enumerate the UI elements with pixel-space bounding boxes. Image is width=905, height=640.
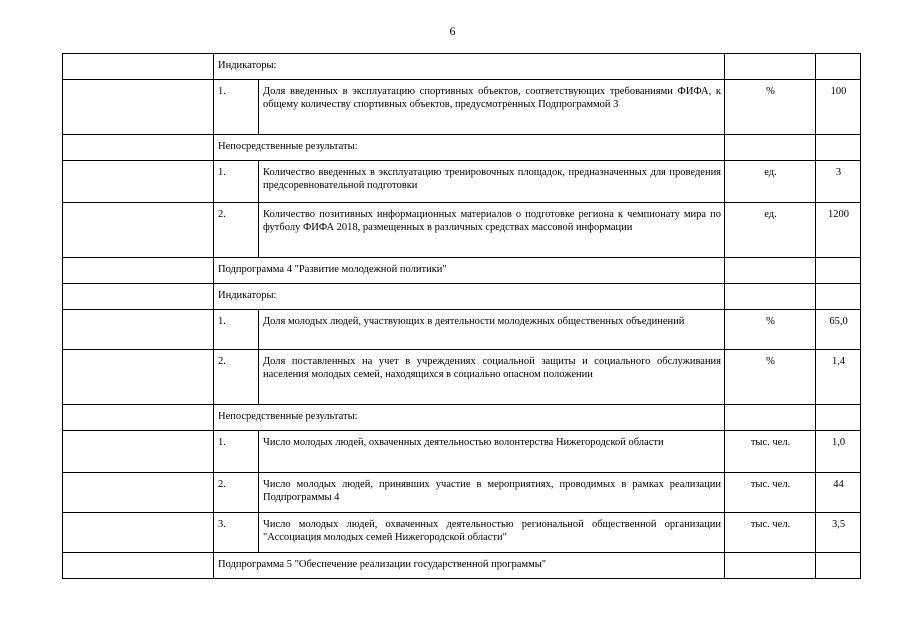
section-label: Индикаторы: <box>214 284 725 310</box>
item-value: 1,0 <box>816 431 861 473</box>
item-number: 1. <box>214 310 259 350</box>
blank-cell <box>816 258 861 284</box>
item-text: Доля поставленных на учет в учреждениях социальной защиты и социального обслуживания населения молодых семей, находящихся в социально опасном положении <box>259 350 725 405</box>
item-number: 3. <box>214 513 259 553</box>
item-number: 1. <box>214 431 259 473</box>
table-row <box>63 284 861 310</box>
blank-cell <box>816 553 861 579</box>
item-unit: тыс. чел. <box>725 513 816 553</box>
blank-cell <box>63 135 214 161</box>
blank-cell <box>816 284 861 310</box>
item-value: 1200 <box>816 203 861 258</box>
item-value: 100 <box>816 80 861 135</box>
blank-cell <box>816 135 861 161</box>
page-number: 6 <box>449 24 456 38</box>
blank-cell <box>63 350 214 405</box>
section-label: Непосредственные результаты: <box>214 135 725 161</box>
item-number: 1. <box>214 161 259 203</box>
blank-cell <box>63 258 214 284</box>
item-text: Число молодых людей, принявших участие в мероприятиях, проводимых в рамках реализации Подпрограммы 4 <box>259 473 725 513</box>
blank-cell <box>63 473 214 513</box>
blank-cell <box>63 553 214 579</box>
table-row <box>63 258 861 284</box>
item-unit: тыс. чел. <box>725 431 816 473</box>
table-row <box>63 161 861 203</box>
item-unit: % <box>725 350 816 405</box>
table-row <box>63 54 861 80</box>
blank-cell <box>816 405 861 431</box>
table-row <box>63 80 861 135</box>
item-value: 3 <box>816 161 861 203</box>
blank-cell <box>63 284 214 310</box>
item-text: Количество введенных в эксплуатацию тренировочных площадок, предназначенных для проведения предсоревновательной подготовки <box>259 161 725 203</box>
item-unit: % <box>725 310 816 350</box>
item-unit: тыс. чел. <box>725 473 816 513</box>
blank-cell <box>725 135 816 161</box>
item-number: 2. <box>214 203 259 258</box>
table-row <box>63 310 861 350</box>
blank-cell <box>725 258 816 284</box>
item-number: 1. <box>214 80 259 135</box>
blank-cell <box>63 405 214 431</box>
table-row <box>63 405 861 431</box>
blank-cell <box>816 54 861 80</box>
item-text: Число молодых людей, охваченных деятельностью региональной общественной организации "Ассоциация молодых семей Нижегородской области" <box>259 513 725 553</box>
item-unit: ед. <box>725 161 816 203</box>
blank-cell <box>725 553 816 579</box>
table-row <box>63 473 861 513</box>
item-value: 1,4 <box>816 350 861 405</box>
subprogram-title: Подпрограмма 5 "Обеспечение реализации государственной программы" <box>214 553 725 579</box>
table-row <box>63 513 861 553</box>
item-text: Доля молодых людей, участвующих в деятельности молодежных общественных объединений <box>259 310 725 350</box>
blank-cell <box>63 161 214 203</box>
blank-cell <box>725 284 816 310</box>
item-text: Доля введенных в эксплуатацию спортивных объектов, соответствующих требованиями ФИФА, к общему количеству спортивных объектов, предусмотренных Подпрограммой 3 <box>259 80 725 135</box>
blank-cell <box>63 80 214 135</box>
blank-cell <box>725 54 816 80</box>
table-row <box>63 135 861 161</box>
blank-cell <box>63 54 214 80</box>
item-unit: % <box>725 80 816 135</box>
table-row <box>63 350 861 405</box>
item-value: 65,0 <box>816 310 861 350</box>
table-row <box>63 203 861 258</box>
blank-cell <box>63 203 214 258</box>
blank-cell <box>725 405 816 431</box>
item-value: 3,5 <box>816 513 861 553</box>
item-text: Число молодых людей, охваченных деятельностью волонтерства Нижегородской области <box>259 431 725 473</box>
blank-cell <box>63 310 214 350</box>
subprogram-title: Подпрограмма 4 "Развитие молодежной политики" <box>214 258 725 284</box>
blank-cell <box>63 513 214 553</box>
section-label: Индикаторы: <box>214 54 725 80</box>
table-row <box>63 553 861 579</box>
table-row <box>63 431 861 473</box>
item-text: Количество позитивных информационных материалов о подготовке региона к чемпионату мира по футболу ФИФА 2018, размещенных в различных средствах массовой информации <box>259 203 725 258</box>
item-number: 2. <box>214 350 259 405</box>
indicators-table <box>62 53 861 579</box>
section-label: Непосредственные результаты: <box>214 405 725 431</box>
item-number: 2. <box>214 473 259 513</box>
blank-cell <box>63 431 214 473</box>
item-value: 44 <box>816 473 861 513</box>
item-unit: ед. <box>725 203 816 258</box>
